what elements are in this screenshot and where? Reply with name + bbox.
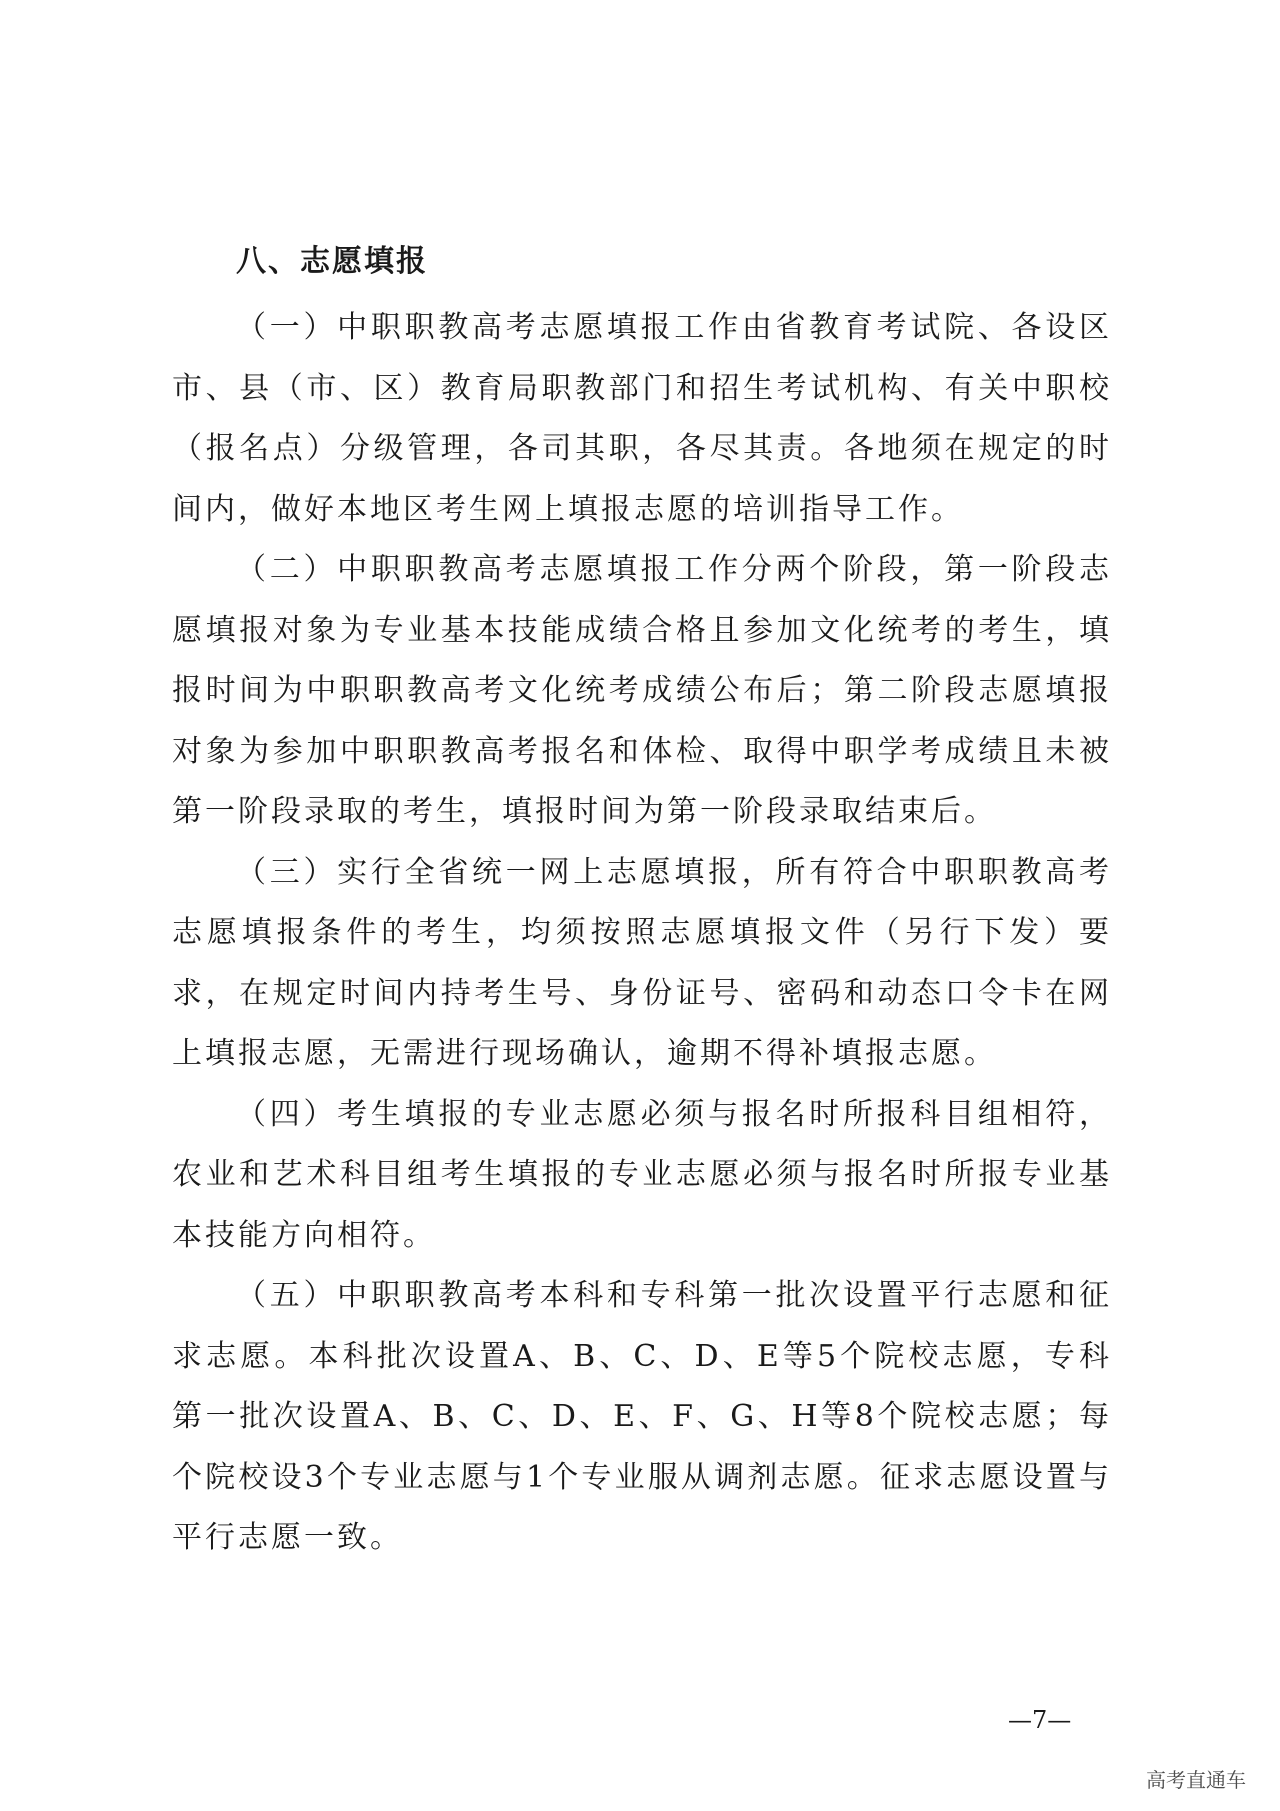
paragraph-2: （二）中职职教高考志愿填报工作分两个阶段，第一阶段志愿填报对象为专业基本技能成绩合格且参加文化统考的考生，填报时间为中职职教高考文化统考成绩公布后；第二阶段志愿填报对象为参加中职职教高考报名和体检、取得中职学考成绩且未被第一阶段录取的考生，填报时间为第一阶段录取结束后。 bbox=[172, 552, 1112, 829]
paragraph-5: （五）中职职教高考本科和专科第一批次设置平行志愿和征求志愿。本科批次设置A、B、C、D、E等5个院校志愿，专科第一批次设置A、B、C、D、E、F、G、H等8个院校志愿；每个院校设3个专业志愿与1个专业服从调剂志愿。征求志愿设置与平行志愿一致。 bbox=[172, 1278, 1112, 1555]
section-heading: 八、志愿填报 bbox=[236, 244, 428, 279]
paragraph-1: （一）中职职教高考志愿填报工作由省教育考试院、各设区市、县（市、区）教育局职教部门和招生考试机构、有关中职校（报名点）分级管理，各司其职，各尽其责。各地须在规定的时间内，做好本地区考生网上填报志愿的培训指导工作。 bbox=[172, 310, 1112, 527]
paragraph-4: （四）考生填报的专业志愿必须与报名时所报科目组相符，农业和艺术科目组考生填报的专业志愿必须与报名时所报专业基本技能方向相符。 bbox=[172, 1096, 1112, 1253]
page-number: —7— bbox=[1008, 1706, 1072, 1734]
body-text bbox=[172, 298, 1112, 1569]
source-watermark: 高考直通车 bbox=[1146, 1768, 1246, 1792]
paragraph-3: （三）实行全省统一网上志愿填报，所有符合中职职教高考志愿填报条件的考生，均须按照志愿填报文件（另行下发）要求，在规定时间内持考生号、身份证号、密码和动态口令卡在网上填报志愿，无需进行现场确认，逾期不得补填报志愿。 bbox=[172, 854, 1112, 1071]
